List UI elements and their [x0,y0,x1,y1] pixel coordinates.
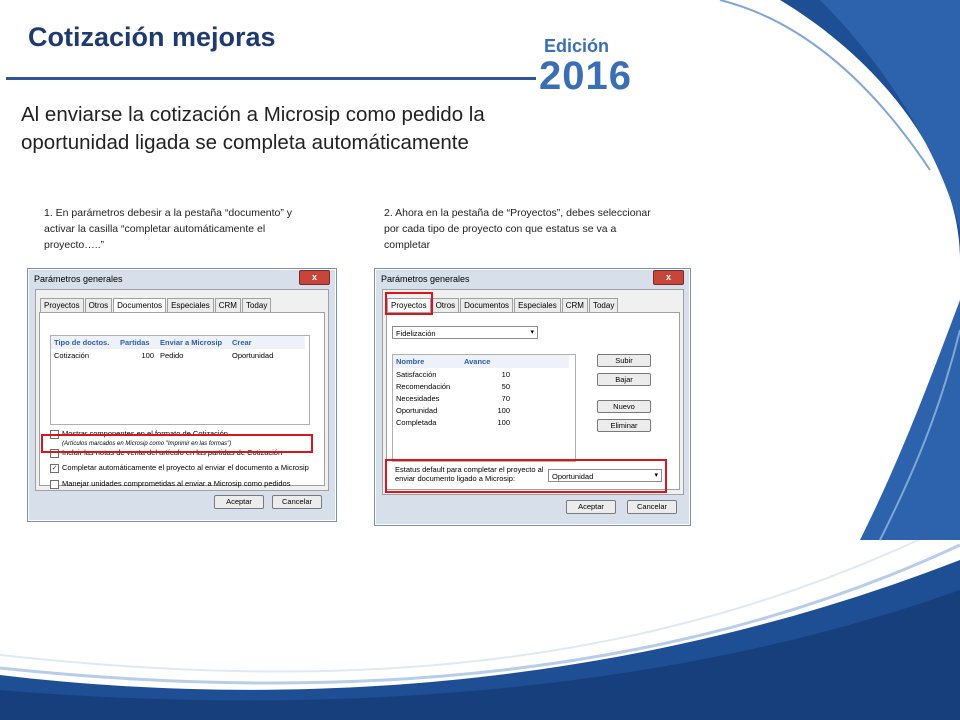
edition-label: Edición [544,36,610,56]
step2-instruction: 2. Ahora en la pestaña de “Proyectos”, debes seleccionar por cada tipo de proyecto con que estatus se va a completar [384,207,651,251]
table-row[interactable] [393,368,569,380]
tab-especiales[interactable]: Especiales [167,298,214,313]
table-cell-empty [513,380,569,392]
step1-instruction: 1. En parámetros debesir a la pestaña “documento” y activar la casilla “completar automáticamente el proyecto…..” [44,207,293,251]
table-cell: 100 [141,350,154,360]
highlight-frame [385,292,433,315]
close-icon[interactable]: x [653,270,684,285]
slide-subtitle: Al enviarse la cotización a Microsip como pedido la oportunidad ligada se completa automáticamente [21,103,485,154]
documents-table[interactable] [50,335,310,425]
dialog-title: Parámetros generales [381,274,470,284]
edition-year: 2016 [539,54,632,98]
table-row[interactable] [393,416,569,428]
column-header: Nombre [393,355,461,368]
table-cell: Cotización [54,350,90,360]
tab-panel [39,312,325,486]
table-cell: Necesidades [396,393,440,403]
dialog-title: Parámetros generales [34,274,123,284]
highlight-frame [41,434,313,453]
tab-crm[interactable]: CRM [215,298,241,313]
tab-today[interactable]: Today [589,298,618,313]
table-row[interactable] [51,349,305,361]
accept-button[interactable]: Aceptar [566,500,616,514]
delete-button[interactable]: Eliminar [597,419,651,432]
option-label: Incluir las notas de venta del artículo en las partidas de Cotización [62,448,283,457]
option-manejar-unidades[interactable] [50,479,318,489]
table-cell: Oportunidad [232,350,274,360]
table-cell: Completada [396,417,437,427]
table-row[interactable] [393,404,569,416]
tab-otros[interactable]: Otros [85,298,113,313]
table-cell: 50 [501,381,510,391]
dialog-body [35,289,329,491]
table-cell: 100 [497,405,510,415]
table-row[interactable] [393,380,569,392]
tab-otros[interactable]: Otros [432,298,460,313]
chevron-down-icon: ▾ [654,472,658,479]
slide-title: Cotización mejoras [28,22,276,52]
accept-button[interactable]: Aceptar [214,495,264,509]
option-completar-proyecto[interactable] [50,463,318,473]
cancel-button[interactable]: Cancelar [272,495,322,509]
project-type-select[interactable] [392,326,538,339]
column-header: Enviar a Microsip [157,336,229,349]
table-cell: Pedido [160,350,184,360]
new-button[interactable]: Nuevo [597,400,651,413]
table-cell-empty [513,416,569,428]
tab-proyectos[interactable]: Proyectos [40,298,84,313]
column-header: Crear [229,336,305,349]
default-status-label: Estatus default para completar el proyecto al enviar documento ligado a Microsip: [395,465,544,483]
tab-crm[interactable]: CRM [562,298,588,313]
chevron-down-icon: ▾ [530,329,534,336]
select-value: Oportunidad [552,472,594,481]
checkbox-checked[interactable]: ✓ [51,465,58,472]
highlight-frame [385,459,667,493]
tab-documentos[interactable]: Documentos [113,298,166,313]
table-cell: 10 [501,369,510,379]
checkbox[interactable] [50,480,59,489]
tab-today[interactable]: Today [242,298,271,313]
option-label: Mostrar componentes en el formato de Cotización [62,429,228,438]
table-cell: 70 [501,393,510,403]
table-cell: Oportunidad [396,405,438,415]
table-cell-empty [513,392,569,404]
table-row[interactable] [393,392,569,404]
tab-documentos[interactable]: Documentos [460,298,513,313]
dialog-documentos [27,268,337,522]
dialog-proyectos [374,268,691,526]
column-header-empty [513,355,569,368]
column-header: Partidas [117,336,157,349]
close-icon[interactable]: x [299,270,330,285]
select-value: Fidelización [396,329,436,338]
table-cell-empty [513,404,569,416]
column-header: Avance [461,355,513,368]
tab-especiales[interactable]: Especiales [514,298,561,313]
option-label: Manejar unidades comprometidas al enviar a Microsip como pedidos [62,479,291,488]
option-note: (Artículos marcados en Microsip como "Imprimir en las formas") [62,441,232,447]
title-underline [6,77,536,80]
down-button[interactable]: Bajar [597,373,651,386]
table-cell: 100 [497,417,510,427]
table-cell-empty [513,368,569,380]
table-cell: Recomendación [396,381,451,391]
up-button[interactable]: Subir [597,354,651,367]
tab-strip [40,298,272,313]
column-header: Tipo de doctos. [51,336,117,349]
table-cell: Satisfacción [396,369,437,379]
stages-table[interactable] [392,354,576,462]
tab-proyectos[interactable]: Proyectos [387,298,431,313]
cancel-button[interactable]: Cancelar [627,500,677,514]
option-label: Completar automáticamente el proyecto al enviar el documento a Microsip [62,463,309,472]
